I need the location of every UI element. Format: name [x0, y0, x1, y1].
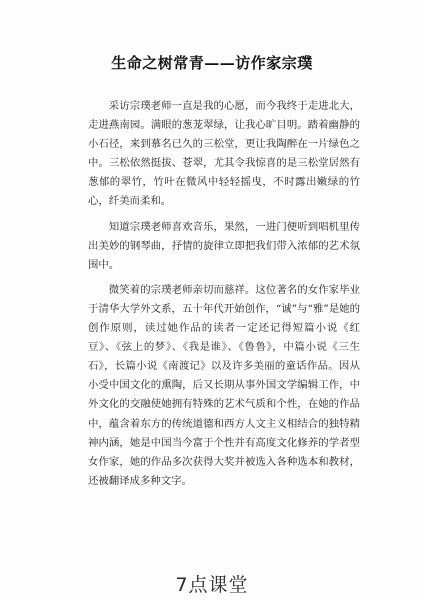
site-watermark: 7点课堂: [175, 574, 249, 596]
article-body: [88, 97, 360, 491]
article-title: 生命之树常青——访作家宗璞: [111, 54, 313, 72]
paragraph-3: 微笑着的宗璞老师亲切而慈祥。这位著名的女作家毕业于清华大学外文系，五十年代开始创作，“诚”与“雅”是她的创作原则，读过她作品的读者一定还记得短篇小说《红豆》、《弦上的梦》、《我是谁》、《鲁鲁》，中篇小说《三生石》，长篇小说《南渡记》以及许多美丽的童话作品。因从小受中国文化的熏陶，后又长期从事外国文学编辑工作，中外文化的交融使她拥有特殊的艺术气质和个性，在她的作品中，蕴含着东方的传统道德和西方人文主义相结合的独特精神内涵，她是中国当今富于个性并有高度文化修养的学者型女作家，她的作品多次获得大奖并被选入各种选本和教材，还被翻译成多种文字。: [88, 283, 360, 487]
paragraph-1: 采访宗璞老师一直是我的心愿，而今我终于走进北大，走进燕南园。满眼的葱茏翠绿，让我心旷目明。踏着幽静的小石径，来到慕名已久的三松堂，更让我陶醉在一片绿色之中。三松依然挺拔、苍翠，尤其令我惊喜的是三松堂居然有葱郁的翠竹，竹叶在微风中轻轻摇曳，不时露出嫩绿的竹心，纤美而柔和。: [88, 100, 360, 208]
paragraph-2: 知道宗璞老师喜欢音乐，果然，一进门便听到唱机里传出美妙的钢琴曲，抒情的旋律立即把我们带入浓郁的艺术氛围中。: [88, 220, 360, 271]
